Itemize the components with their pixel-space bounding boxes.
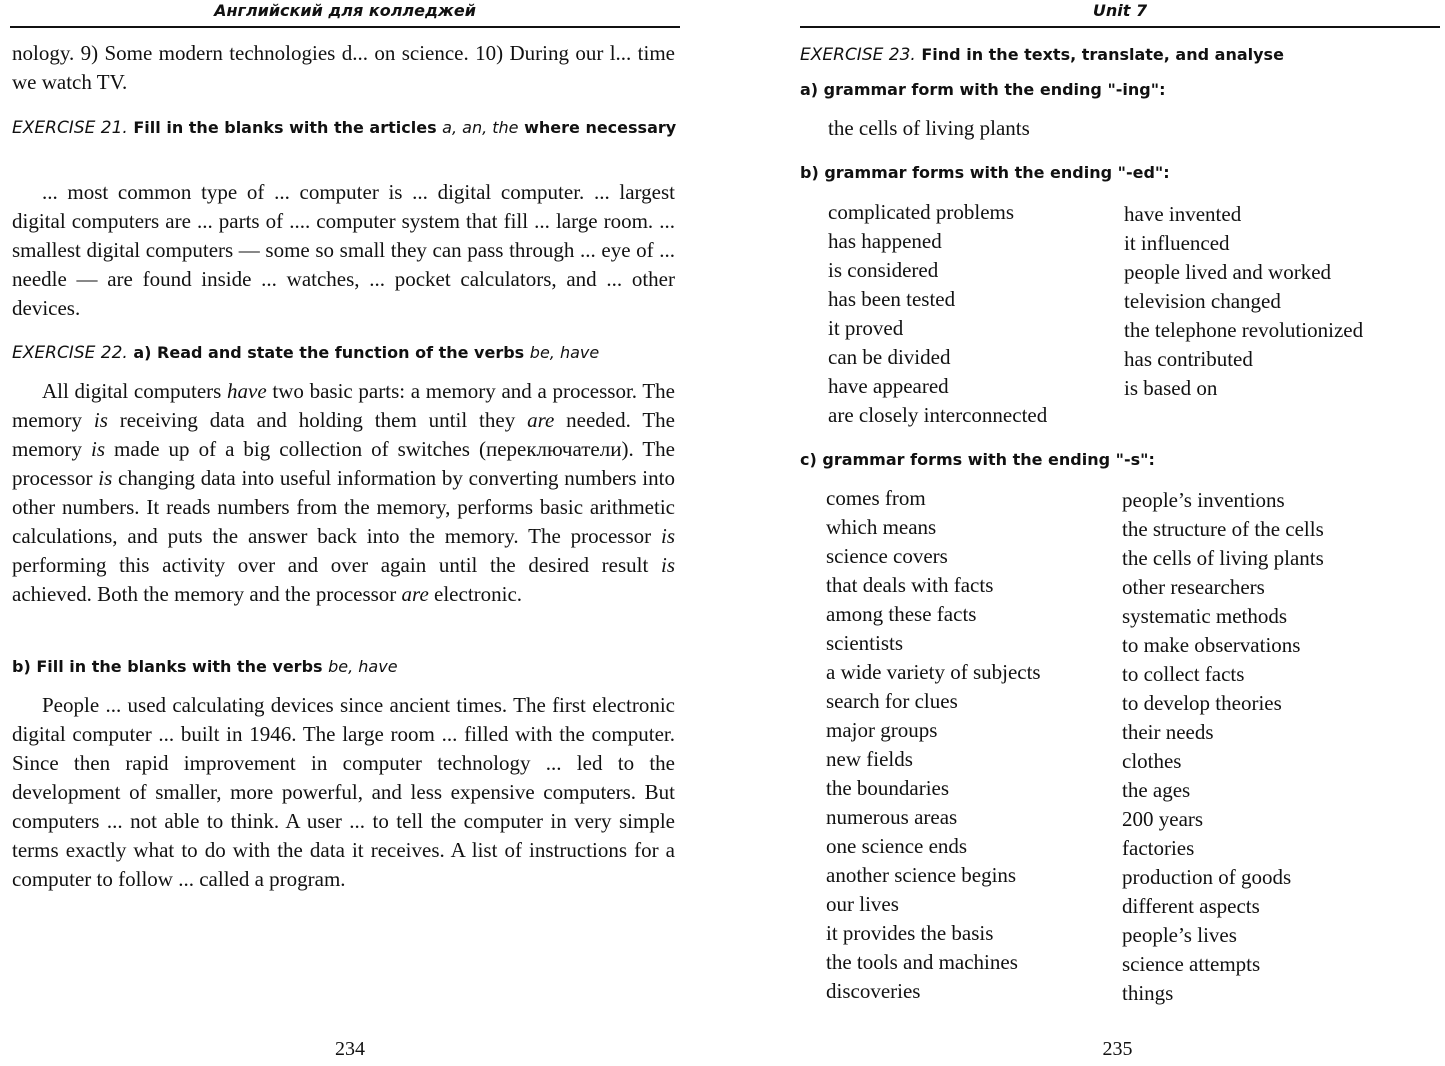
exercise-23-heading: [800, 42, 1440, 68]
exercise-21-text: ... most common type of ... computer is ... digital computer. ... largest digital computers are ... parts of .... computer system that fill ... large room. ... smallest digital computers — some so small they can pass through ... eye of ... needle — are found inside ... watches, ... pocket calculators, and ... other devices.: [12, 180, 675, 320]
exercise-23c-column-2: [1122, 486, 1422, 1008]
exercise-21-heading: [12, 115, 703, 141]
highlighted-verb: is: [91, 437, 106, 461]
continuation-paragraph: nology. 9) Some modern technologies d... on science. 10) During our l... time we watch TV.: [12, 41, 675, 94]
text-run: made up of a big collection of switches (переключатели). The processor: [12, 437, 676, 490]
left-running-head: Английский для колледжей: [214, 1, 476, 20]
list-item: other researchers: [1122, 575, 1265, 599]
exercise-22b-instruction: b) Fill in the blanks with the verbs: [12, 657, 329, 676]
list-item: have appeared: [828, 374, 949, 398]
exercise-22a-text: [12, 377, 675, 609]
page-number-right: 235: [1102, 1038, 1133, 1060]
text-run: changing data into useful information by converting numbers into other numbers. It reads numbers from the memory, performs basic arithmetic calculations, and puts the answer back into the memory. The processor: [12, 466, 675, 548]
text-run: needed. The memory: [12, 408, 675, 461]
list-item: the cells of living plants: [1122, 546, 1324, 570]
exercise-23-instruction: Find in the texts, translate, and analyse: [921, 45, 1284, 64]
list-item: science attempts: [1122, 952, 1261, 976]
exercise-23c-column-1: [826, 484, 1116, 1006]
right-running-head: Unit 7: [1092, 1, 1148, 20]
list-item: science covers: [826, 544, 948, 568]
list-item: scientists: [826, 631, 903, 655]
list-item: factories: [1122, 836, 1195, 860]
header-rule: [800, 26, 1440, 28]
list-item: it influenced: [1124, 231, 1230, 255]
list-item: the tools and machines: [826, 950, 1018, 974]
list-item: television changed: [1124, 289, 1281, 313]
left-page: [0, 0, 700, 1066]
list-item: has contributed: [1124, 347, 1253, 371]
list-item: search for clues: [826, 689, 958, 713]
exercise-22b-verbs: be, have: [328, 657, 398, 676]
exercise-22a-verbs: be, have: [529, 343, 600, 362]
header-rule: [10, 26, 680, 28]
exercise-21-instruction-start: Fill in the blanks with the articles: [133, 118, 443, 137]
text-run: All digital computers: [42, 379, 228, 403]
list-item: different aspects: [1122, 894, 1260, 918]
list-item: discoveries: [826, 979, 921, 1003]
list-item: it provides the basis: [826, 921, 994, 945]
text-run: performing this activity over and over again until the desired result: [12, 553, 661, 577]
list-item: numerous areas: [826, 805, 958, 829]
exercise-22-heading: [12, 340, 675, 366]
list-item: can be divided: [828, 345, 951, 369]
highlighted-verb: have: [227, 379, 267, 403]
exercise-21-label: EXERCISE 21.: [12, 118, 128, 138]
list-item: the telephone revolutionized: [1124, 318, 1364, 342]
list-item: among these facts: [826, 602, 977, 626]
exercise-23a-heading: a) grammar form with the ending "-ing":: [800, 80, 1166, 99]
highlighted-verb: are: [527, 408, 555, 432]
right-page: [790, 0, 1445, 1066]
list-item: the structure of the cells: [1122, 517, 1324, 541]
exercise-23c-heading: c) grammar forms with the ending "-s":: [800, 450, 1155, 469]
exercise-23b-column-1: [828, 198, 1118, 430]
list-item: 200 years: [1122, 807, 1204, 831]
list-item: have invented: [1124, 202, 1242, 226]
list-item: people’s lives: [1122, 923, 1237, 947]
list-item: another science begins: [826, 863, 1017, 887]
list-item: major groups: [826, 718, 938, 742]
exercise-23b-column-2: [1124, 200, 1424, 403]
exercise-23b-heading: b) grammar forms with the ending "-ed":: [800, 163, 1170, 182]
page-number-left: 234: [335, 1038, 365, 1060]
exercise-23-label: EXERCISE 23.: [800, 45, 916, 65]
highlighted-verb: is: [93, 408, 108, 432]
list-item: is based on: [1124, 376, 1218, 400]
text-run: electronic.: [428, 582, 523, 606]
list-item: to collect facts: [1122, 662, 1245, 686]
exercise-22-label: EXERCISE 22.: [12, 343, 128, 363]
highlighted-verb: is: [660, 524, 675, 548]
exercise-22b-heading: [12, 654, 675, 680]
list-item: complicated problems: [828, 200, 1015, 224]
list-item: clothes: [1122, 749, 1182, 773]
list-item: the ages: [1122, 778, 1191, 802]
list-item: is considered: [828, 258, 939, 282]
exercise-22b-text: People ... used calculating devices since ancient times. The first electronic digital computer ... built in 1946. The large room ... filled with the computer. Since then rapid improvement in computer technology ... led to the development of smaller, more powerful, and less expensive computers. But computers ... not able to think. A user ... to tell the computer in very simple terms exactly what to do with the data it receives. A list of instructions for a computer to follow ... called a program.: [12, 693, 675, 891]
list-item: production of goods: [1122, 865, 1292, 889]
exercise-22a-instruction: a) Read and state the function of the verbs: [133, 343, 530, 362]
list-item: new fields: [826, 747, 913, 771]
exercise-21-instruction-end: where necessary: [518, 118, 677, 137]
highlighted-verb: are: [401, 582, 429, 606]
list-item: our lives: [826, 892, 899, 916]
list-item: has happened: [828, 229, 942, 253]
list-item: which means: [826, 515, 937, 539]
text-run: two basic parts: a memory and a processor. The memory: [12, 379, 675, 432]
list-item: the boundaries: [826, 776, 950, 800]
list-item: that deals with facts: [826, 573, 994, 597]
highlighted-verb: is: [660, 553, 675, 577]
list-item: it proved: [828, 316, 904, 340]
list-item: things: [1122, 981, 1174, 1005]
list-item: are closely interconnected: [828, 403, 1048, 427]
exercise-21-articles: a, an, the: [442, 118, 519, 137]
list-item: comes from: [826, 486, 926, 510]
list-item: one science ends: [826, 834, 968, 858]
list-item: has been tested: [828, 287, 956, 311]
highlighted-verb: is: [98, 466, 113, 490]
list-item: people’s inventions: [1122, 488, 1285, 512]
list-item: to develop theories: [1122, 691, 1282, 715]
exercise-23a-list: [828, 114, 1328, 143]
list-item: the cells of living plants: [828, 116, 1030, 140]
list-item: people lived and worked: [1124, 260, 1332, 284]
text-run: receiving data and holding them until they: [107, 408, 528, 432]
text-run: achieved. Both the memory and the processor: [12, 582, 402, 606]
list-item: their needs: [1122, 720, 1214, 744]
list-item: systematic methods: [1122, 604, 1288, 628]
list-item: to make observations: [1122, 633, 1301, 657]
list-item: a wide variety of subjects: [826, 660, 1041, 684]
